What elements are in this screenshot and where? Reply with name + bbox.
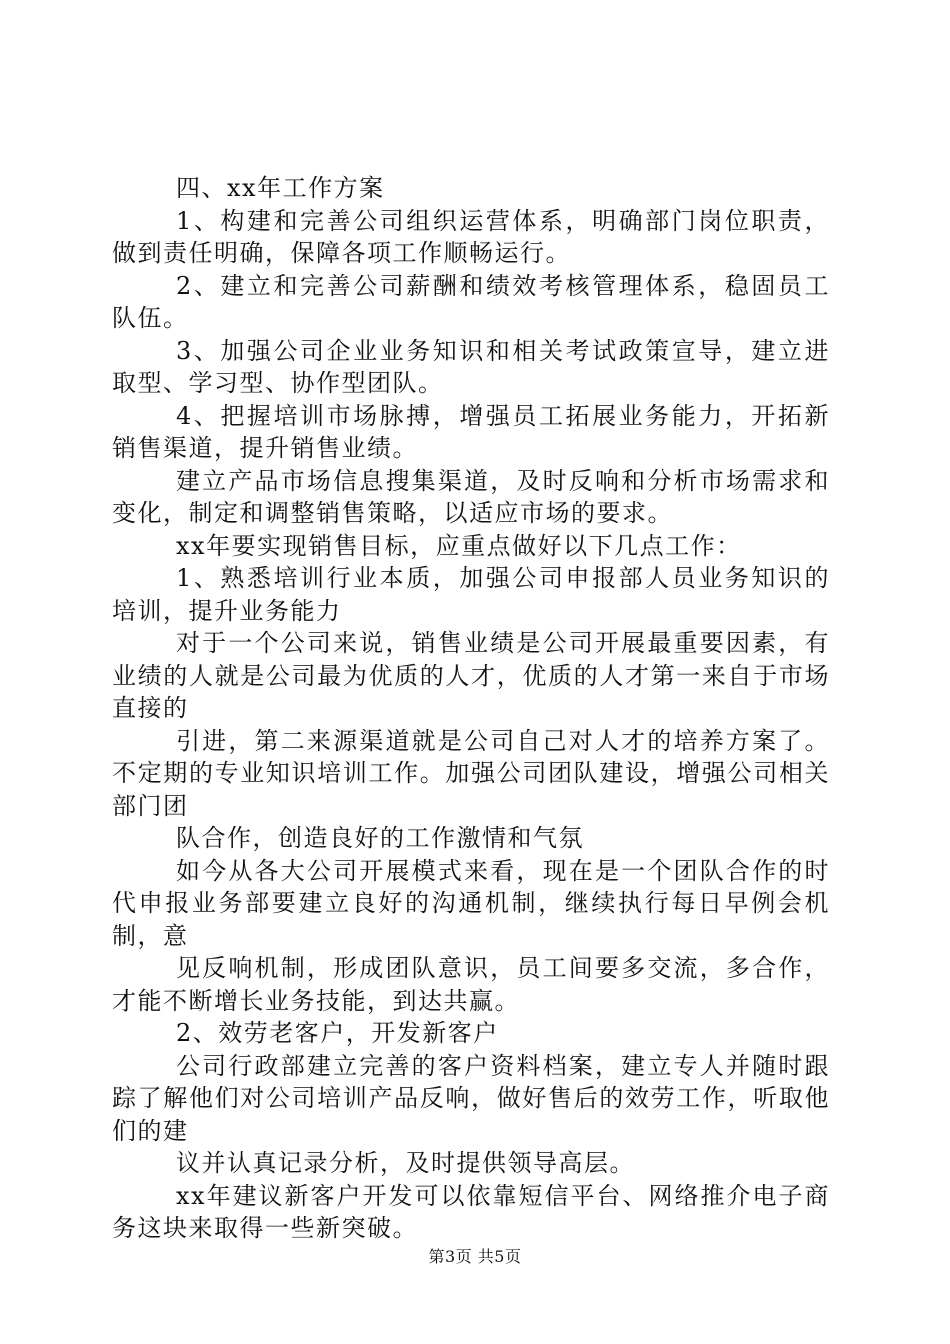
paragraph: 如今从各大公司开展模式来看，现在是一个团队合作的时代申报业务部要建立良好的沟通机制，继续执行每日早例会机制，意: [112, 856, 830, 950]
paragraph: 1、熟悉培训行业本质，加强公司申报部人员业务知识的培训，提升业务能力: [112, 564, 830, 625]
paragraph: 3、加强公司企业业务知识和相关考试政策宣导，建立进取型、学习型、协作型团队。: [112, 336, 830, 397]
page-footer: 第3页 共5页: [428, 1247, 522, 1266]
paragraph: 2、建立和完善公司薪酬和绩效考核管理体系，稳固员工队伍。: [112, 271, 830, 332]
paragraph: xx年建议新客户开发可以依靠短信平台、网络推介电子商务这块来取得一些新突破。: [112, 1181, 830, 1242]
paragraph: 建立产品市场信息搜集渠道，及时反响和分析市场需求和变化，制定和调整销售策略，以适应市场的要求。: [112, 466, 830, 527]
paragraph: 4、把握培训市场脉搏，增强员工拓展业务能力，开拓新销售渠道，提升销售业绩。: [112, 401, 830, 462]
paragraph: 见反响机制，形成团队意识，员工间要多交流，多合作，才能不断增长业务技能，到达共赢。: [112, 954, 830, 1015]
paragraph: 队合作，创造良好的工作激情和气氛: [176, 824, 584, 852]
paragraph: 2、效劳老客户，开发新客户: [176, 1019, 499, 1047]
paragraph: 公司行政部建立完善的客户资料档案，建立专人并随时跟踪了解他们对公司培训产品反响，做好售后的效劳工作，听取他们的建: [112, 1051, 830, 1145]
document-body: [112, 172, 830, 1245]
paragraph: xx年要实现销售目标，应重点做好以下几点工作：: [176, 531, 742, 560]
section-heading: 四、xx年工作方案: [176, 174, 385, 202]
paragraph: 议并认真记录分析，及时提供领导高层。: [176, 1149, 635, 1177]
paragraph: 引进，第二来源渠道就是公司自己对人才的培养方案了。不定期的专业知识培训工作。加强公司团队建设，增强公司相关部门团: [112, 726, 830, 820]
paragraph: 1、构建和完善公司组织运营体系，明确部门岗位职责，做到责任明确，保障各项工作顺畅运行。: [112, 206, 830, 267]
paragraph: 对于一个公司来说，销售业绩是公司开展最重要因素，有业绩的人就是公司最为优质的人才，优质的人才第一来自于市场直接的: [112, 629, 830, 722]
